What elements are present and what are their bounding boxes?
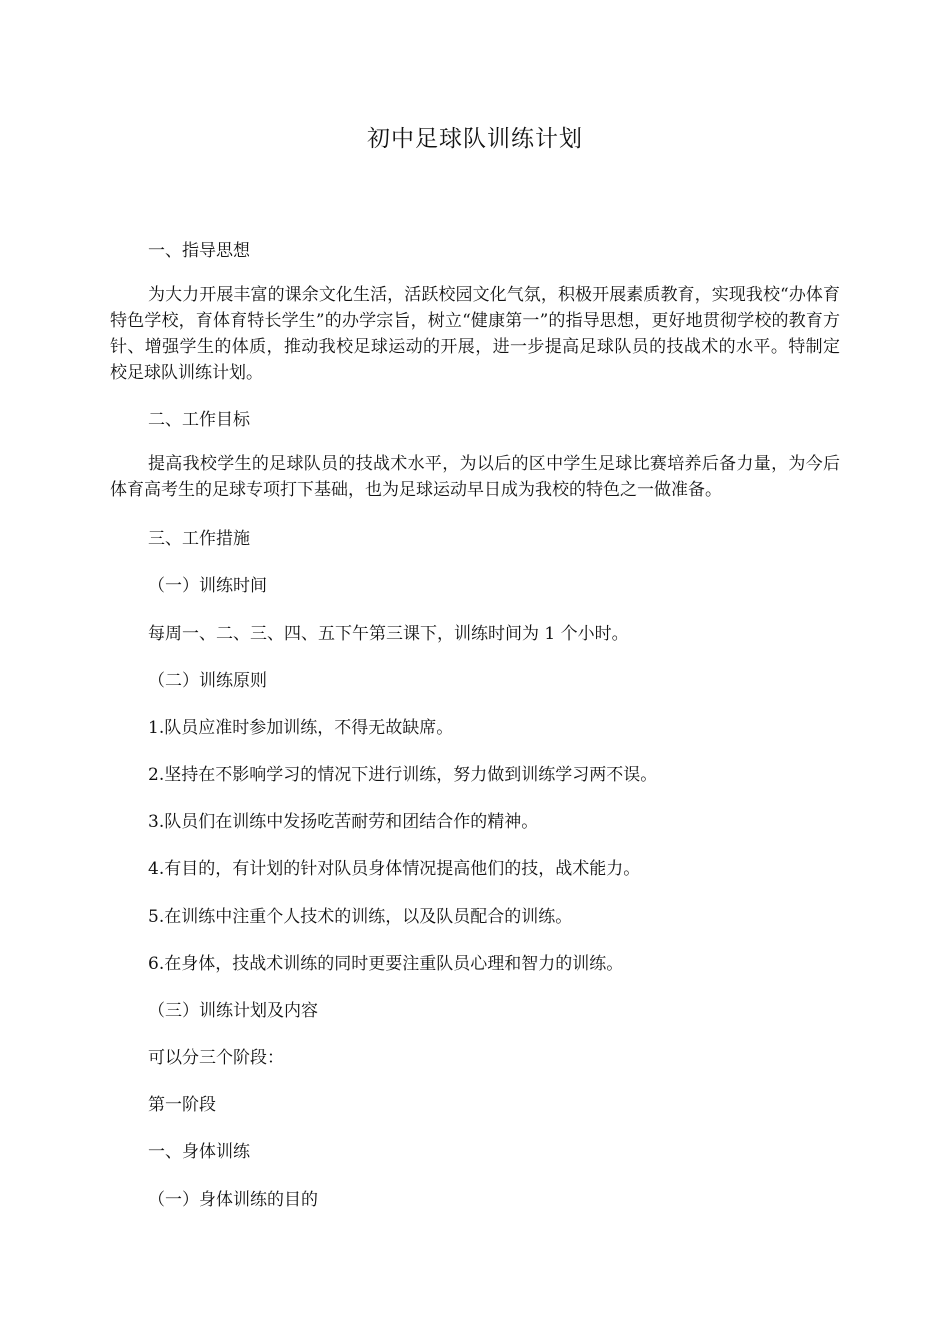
heading-guiding-ideology: 一、指导思想 [148, 241, 250, 261]
paragraph-work-goals: 提高我校学生的足球队员的技战术水平，为以后的区中学生足球比赛培养后备力量，为今后体育高考生的足球专项打下基础，也为足球运动早日成为我校的特色之一做准备。 [110, 454, 840, 500]
text-training-time: 每周一、二、三、四、五下午第三课下，训练时间为 1 个小时。 [148, 624, 629, 644]
subheading-training-plan: （三）训练计划及内容 [148, 1001, 318, 1021]
document-title: 初中足球队训练计划 [367, 126, 583, 152]
principle-item-6: 6.在身体，技战术训练的同时更要注重队员心理和智力的训练。 [148, 954, 624, 974]
principle-item-3: 3.队员们在训练中发扬吃苦耐劳和团结合作的精神。 [148, 812, 539, 832]
subheading-physical-training-purpose: （一）身体训练的目的 [148, 1190, 318, 1210]
subheading-training-principles: （二）训练原则 [148, 671, 267, 691]
text-three-stages: 可以分三个阶段： [148, 1048, 284, 1068]
principle-item-4: 4.有目的，有计划的针对队员身体情况提高他们的技，战术能力。 [148, 859, 641, 879]
principle-item-2: 2.坚持在不影响学习的情况下进行训练，努力做到训练学习两不误。 [148, 765, 658, 785]
heading-physical-training: 一、身体训练 [148, 1142, 250, 1162]
heading-work-measures: 三、工作措施 [148, 529, 250, 549]
principle-item-5: 5.在训练中注重个人技术的训练，以及队员配合的训练。 [148, 907, 573, 927]
text-stage-one: 第一阶段 [148, 1095, 216, 1115]
paragraph-guiding-ideology: 为大力开展丰富的课余文化生活，活跃校园文化气氛，积极开展素质教育，实现我校“办体育特色学校，育体育特长学生”的办学宗旨，树立“健康第一”的指导思想，更好地贯彻学校的教育方针、增强学生的体质，推动我校足球运动的开展，进一步提高足球队员的技战术的水平。特制定校足球队训练计划。 [110, 285, 840, 383]
heading-work-goals: 二、工作目标 [148, 410, 250, 430]
subheading-training-time: （一）训练时间 [148, 576, 267, 596]
principle-item-1: 1.队员应准时参加训练，不得无故缺席。 [148, 718, 454, 738]
